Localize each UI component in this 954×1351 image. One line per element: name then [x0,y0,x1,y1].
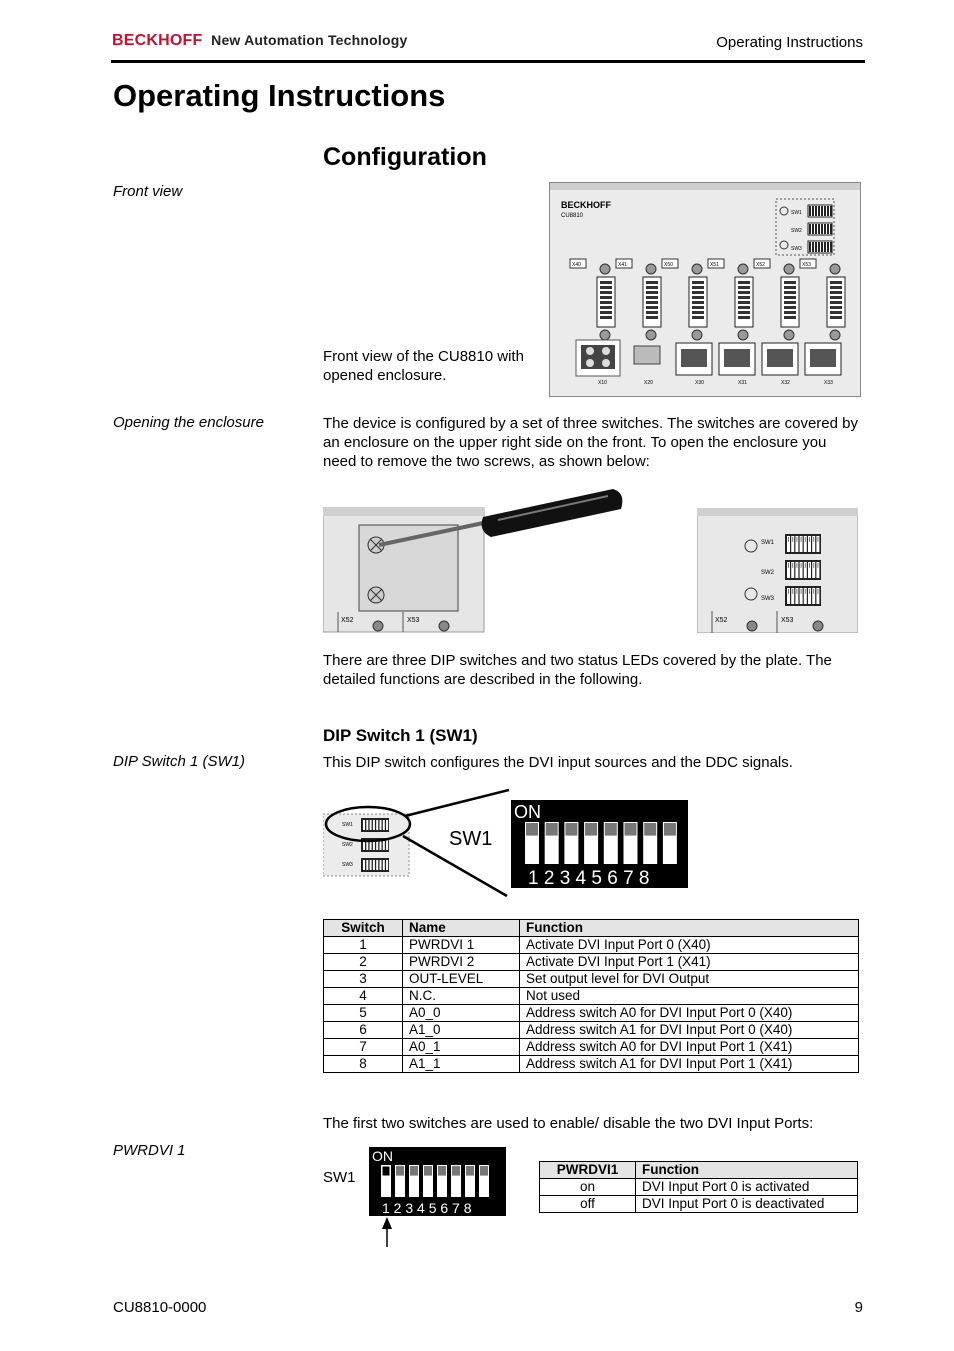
front-switch-label: SW2 [791,228,802,234]
photo-dip-lever-3 [796,563,797,568]
front-switch-pin [821,206,823,216]
small-dip-7 [383,820,385,830]
dvi-pin-row [692,311,704,314]
side-label-front-view: Front view [113,183,183,200]
name-cell: PWRDVI 1 [403,937,520,954]
function-cell: Activate DVI Input Port 1 (X41) [520,954,859,971]
front-switch-pin [824,206,826,216]
photo1-label-x52: X52 [341,617,354,624]
switch-cell: 7 [324,1039,403,1056]
dvi-pin-row [830,281,842,284]
header-section-title: Operating Instructions [716,34,863,51]
dvi-pin-row [600,311,612,314]
side-label-pwrdvi1: PWRDVI 1 [113,1142,186,1159]
pwrdvi-numbers: 1 2 3 4 5 6 7 8 [382,1200,472,1216]
device-brand: BECKHOFF [561,200,611,210]
dvi-pin-row [646,286,658,289]
front-switch-pin [830,242,832,252]
photo-switch-label: SW3 [761,596,775,602]
brand-logo [112,32,407,50]
photo-dip-lever-4 [801,563,802,568]
table-row [324,971,859,988]
front-switch-pin [821,242,823,252]
dvi-pin-row [646,291,658,294]
front-switch-pin [809,242,811,252]
photo-dip-lever-8 [817,589,818,594]
section-title: Configuration [323,143,487,171]
screw-icon [600,330,610,340]
table-row [324,937,859,954]
dip1-text: This DIP switch configures the DVI input sources and the DDC signals. [323,754,793,771]
dvi-pin-row [830,291,842,294]
small-dip-3 [370,820,372,830]
pw-dip-lever-5 [438,1166,446,1176]
rj45-socket [681,349,707,367]
function-cell: DVI Input Port 0 is activated [636,1179,858,1196]
screwdriver-photo [323,487,623,633]
photo-dip-lever-8 [817,537,818,542]
bottom-connector-labels [598,380,833,386]
dvi-pin-row [784,301,796,304]
col-switch: Switch [324,920,403,937]
dvi-pin-row [692,296,704,299]
big-dip-lever-1 [526,823,538,836]
name-cell: N.C. [403,988,520,1005]
function-cell: DVI Input Port 0 is deactivated [636,1196,858,1213]
dvi-pin-row [784,291,796,294]
table-row [324,1056,859,1073]
photo-dip-lever-7 [813,589,814,594]
front-switch-pin [812,242,814,252]
screw-icon [646,330,656,340]
photo-dip-lever-1 [788,563,789,568]
connector-label: X51 [710,262,719,268]
switch-cell: 6 [324,1022,403,1039]
front-switch-pin [818,224,820,234]
front-switch-pin [821,224,823,234]
dvi-pin-row [738,316,750,319]
small-dip-6 [380,820,382,830]
function-cell: Address switch A0 for DVI Input Port 0 (X40) [520,1005,859,1022]
switch-cell: 2 [324,954,403,971]
photo2-switch-group [761,534,821,606]
photo-dip-lever-1 [788,537,789,542]
rj45-socket [767,349,793,367]
switch-cell: 8 [324,1056,403,1073]
name-cell: OUT-LEVEL [403,971,520,988]
table-row [324,988,859,1005]
big-dip-lever-3 [565,823,577,836]
front-switch-pin [818,242,820,252]
small-dip-2 [366,860,368,870]
photo-dip-lever-2 [792,563,793,568]
dvi-pin-row [692,281,704,284]
photo2-label-x53: X53 [781,617,794,624]
rj45-connectors [676,343,841,375]
name-cell: A0_0 [403,1005,520,1022]
photo-dip-lever-8 [817,563,818,568]
screw-icon [692,264,702,274]
front-switch-pin [815,242,817,252]
dvi-pin-row [600,286,612,289]
dvi-pin-row [738,296,750,299]
front-view-figure [549,182,861,397]
small-dip-4 [373,860,375,870]
function-cell: Address switch A1 for DVI Input Port 0 (X40) [520,1022,859,1039]
front-switch-pin [827,224,829,234]
small-switch-label: SW3 [342,862,353,868]
photo-switch-label: SW2 [761,570,775,576]
front-switch-pin [812,206,814,216]
front-view-caption: Front view of the CU8810 with opened enclosure. [323,348,524,384]
photo-dip-lever-3 [796,589,797,594]
front-switch-pin [812,224,814,234]
big-dip-lever-7 [644,823,656,836]
dvi-pin-row [738,311,750,314]
pw-dip-lever-6 [452,1166,460,1176]
side-label-dip1: DIP Switch 1 (SW1) [113,753,245,770]
bottom-connector-label: X32 [781,380,790,386]
dip1-table [323,919,859,1073]
function-cell: Not used [520,988,859,1005]
name-cell: A1_0 [403,1022,520,1039]
dvi-pin-row [646,301,658,304]
photo-dip-lever-4 [801,589,802,594]
switch-cell: 1 [324,937,403,954]
dvi-pin-row [784,311,796,314]
screw-icon [830,264,840,274]
dvi-pin-row [692,286,704,289]
dvi-pin-row [784,281,796,284]
pwrdvi-switch-figure [369,1147,509,1249]
big-dip-lever-2 [546,823,558,836]
photo2-label-x52: X52 [715,617,728,624]
dvi-pin-row [738,281,750,284]
pwrdvi-sw-label: SW1 [323,1169,356,1186]
switch-cell: 5 [324,1005,403,1022]
dvi-pin-row [784,296,796,299]
sw1-big-label: SW1 [449,828,493,850]
small-switch-label: SW2 [342,842,353,848]
small-dip-4 [373,820,375,830]
footer-page-number: 9 [854,1299,863,1316]
front-switch-pin [809,206,811,216]
bottom-connector-label: X31 [738,380,747,386]
front-switch-pin [824,242,826,252]
sw1-on-label: ON [514,802,541,822]
dvi-pin-row [738,291,750,294]
col-pwrdvi-function: Function [636,1162,858,1179]
brand-name: BECKHOFF [112,32,203,49]
screw-icon [738,264,748,274]
switch-photo [697,508,858,633]
small-dip-8 [386,840,388,850]
dvi-pin-row [692,316,704,319]
sw1-numbers: 1 2 3 4 5 6 7 8 [528,868,650,889]
page-title: Operating Instructions [113,78,446,113]
col-pwrdvi1: PWRDVI1 [540,1162,636,1179]
opening-text: The device is configured by a set of three switches. The switches are covered by an enclosure on the upper right side on the front. To open the enclosure you need to remove the two screws, as shown below: [323,415,858,470]
small-dip-5 [376,820,378,830]
footer-doc-id: CU8810-0000 [113,1299,207,1316]
dvi-pin-row [738,306,750,309]
dvi-connectors [570,259,845,340]
small-switch-group [342,818,389,872]
device-front-drawing [550,183,860,396]
dvi-pin-row [646,311,658,314]
dvi-pin-row [600,291,612,294]
dvi-pin-row [830,296,842,299]
state-cell: on [540,1179,636,1196]
screw-icon [600,264,610,274]
state-cell: off [540,1196,636,1213]
small-dip-6 [380,860,382,870]
dvi-pin-row [646,296,658,299]
bottom-connector-label: X20 [644,380,653,386]
pwrdvi-on-label: ON [372,1148,393,1164]
photo-dip-switch [785,586,821,606]
dvi-pin-row [692,301,704,304]
front-switch-pin [818,206,820,216]
photo-dip-lever-5 [805,563,806,568]
function-cell: Set output level for DVI Output [520,971,859,988]
bottom-connector-label: X33 [824,380,833,386]
photo-dip-lever-5 [805,589,806,594]
photo-dip-lever-3 [796,537,797,542]
photo-dip-lever-6 [809,563,810,568]
photo1-label-x53: X53 [407,617,420,624]
photo-dip-lever-6 [809,537,810,542]
plate-description: There are three DIP switches and two status LEDs covered by the plate. The detailed functions are described in the following. [323,652,832,688]
photo-dip-lever-7 [813,563,814,568]
screw-icon [784,264,794,274]
device-model: CU8810 [561,213,584,219]
small-dip-5 [376,860,378,870]
dvi-pin-row [600,296,612,299]
photo-dip-lever-2 [792,589,793,594]
pw-dip-lever-3 [410,1166,418,1176]
small-dip-2 [366,820,368,830]
pwrdvi-intro: The first two switches are used to enable/ disable the two DVI Input Ports: [323,1115,814,1132]
pw-dip-lever-8 [480,1166,488,1176]
front-switch-pin [827,206,829,216]
connector-label: X41 [618,262,627,268]
pwrdvi-table [539,1161,858,1213]
small-dip-8 [386,820,388,830]
connector-label: X50 [664,262,673,268]
small-dip-7 [383,860,385,870]
function-cell: Activate DVI Input Port 0 (X40) [520,937,859,954]
small-switch-label: SW1 [342,822,353,828]
side-label-opening: Opening the enclosure [113,414,264,431]
header-divider [111,60,865,63]
big-dip-lever-5 [605,823,617,836]
front-switch-group [791,205,832,253]
col-function: Function [520,920,859,937]
photo-dip-lever-6 [809,589,810,594]
front-switch-pin [815,206,817,216]
brand-tagline: New Automation Technology [211,32,408,48]
front-switch-pin [830,206,832,216]
screw-icon [738,330,748,340]
name-cell: A1_1 [403,1056,520,1073]
switch-cell: 4 [324,988,403,1005]
rj45-socket [810,349,836,367]
pw-dip-on-lever [382,1166,390,1176]
front-switch-pin [827,242,829,252]
big-dip-lever-4 [585,823,597,836]
dvi-pin-row [784,306,796,309]
small-dip-8 [386,860,388,870]
small-dip-3 [370,860,372,870]
name-cell: A0_1 [403,1039,520,1056]
switch-cell: 3 [324,971,403,988]
photo-dip-lever-1 [788,589,789,594]
dvi-pin-row [692,306,704,309]
screw-icon [646,264,656,274]
table-row [324,1022,859,1039]
big-dip-lever-8 [664,823,676,836]
bottom-connector-label: X10 [598,380,607,386]
photo-dip-switch [785,534,821,554]
screw-icon [692,330,702,340]
front-switch-label: SW3 [791,246,802,252]
dvi-pin-row [600,316,612,319]
bottom-connector-label: X30 [695,380,704,386]
dvi-pin-row [646,316,658,319]
connector-label: X40 [572,262,581,268]
photo-dip-switch [785,560,821,580]
dvi-pin-row [646,306,658,309]
dvi-pin-row [830,311,842,314]
col-name: Name [403,920,520,937]
connector-label: X53 [802,262,811,268]
front-switch-pin [830,224,832,234]
dvi-pin-row [692,291,704,294]
small-dip-7 [383,840,385,850]
connector-label: X52 [756,262,765,268]
screw-icon [784,330,794,340]
function-cell: Address switch A0 for DVI Input Port 1 (X41) [520,1039,859,1056]
dvi-pin-row [784,286,796,289]
small-dip-1 [363,820,365,830]
pw-dip-lever-4 [424,1166,432,1176]
pw-dip-lever-2 [396,1166,404,1176]
dvi-pin-row [830,301,842,304]
dip1-figure [323,788,693,898]
dvi-pin-row [830,316,842,319]
photo-dip-lever-4 [801,537,802,542]
dvi-pin-row [830,306,842,309]
photo-switch-label: SW1 [761,540,775,546]
rj45-socket [724,349,750,367]
table-row [540,1196,858,1213]
dvi-pin-row [784,316,796,319]
dvi-pin-row [600,281,612,284]
front-switch-pin [824,224,826,234]
dvi-pin-row [830,286,842,289]
dvi-pin-row [600,301,612,304]
front-switch-pin [815,224,817,234]
dvi-pin-row [738,301,750,304]
table-row [324,1039,859,1056]
photo-dip-lever-7 [813,537,814,542]
big-dip-lever-6 [625,823,637,836]
small-dip-1 [363,860,365,870]
front-switch-label: SW1 [791,210,802,216]
table-row [324,954,859,971]
dvi-pin-row [646,281,658,284]
function-cell: Address switch A1 for DVI Input Port 1 (X41) [520,1056,859,1073]
screw-icon [830,330,840,340]
dvi-pin-row [738,286,750,289]
name-cell: PWRDVI 2 [403,954,520,971]
photo-dip-lever-2 [792,537,793,542]
dvi-pin-row [600,306,612,309]
table-row [540,1179,858,1196]
dip1-heading: DIP Switch 1 (SW1) [323,726,478,745]
front-switch-pin [809,224,811,234]
pw-dip-lever-7 [466,1166,474,1176]
photo-dip-lever-5 [805,537,806,542]
table-row [324,1005,859,1022]
